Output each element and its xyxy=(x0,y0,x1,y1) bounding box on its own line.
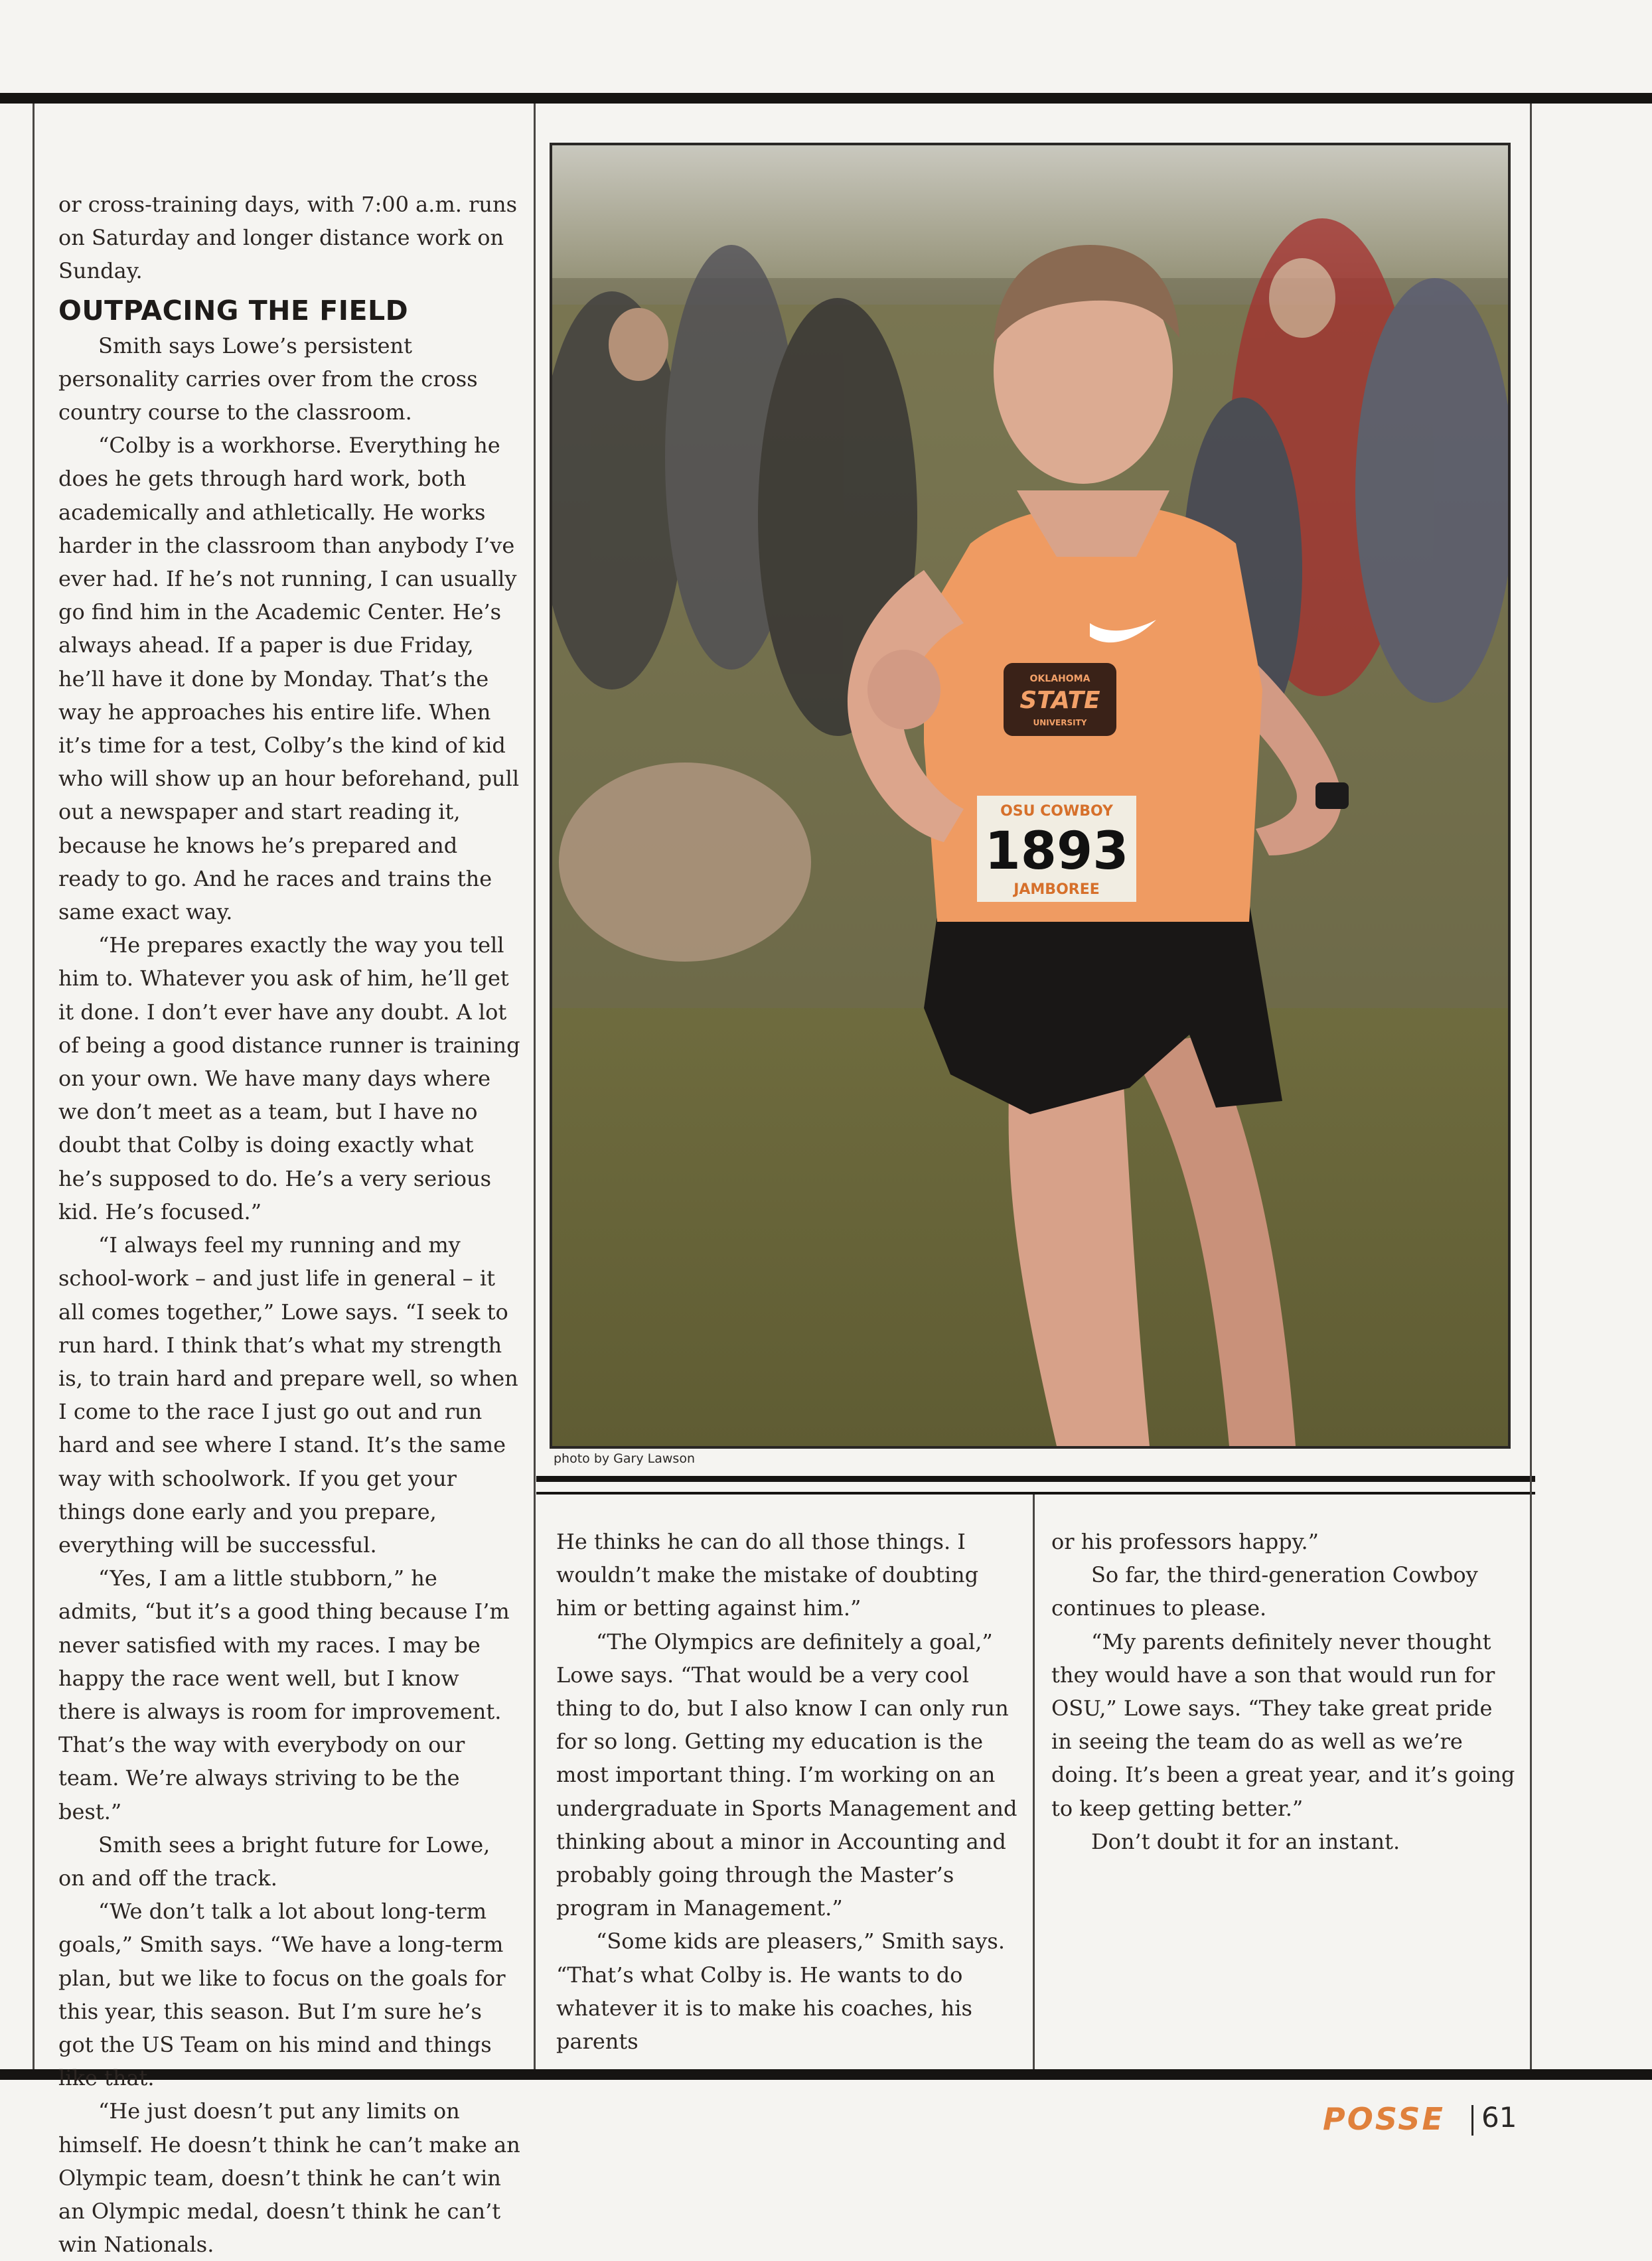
left-column-lead: or cross-training days, with 7:00 a.m. runs on Saturday and longer distance work on Sunday. xyxy=(58,192,518,284)
bib-top-text: OSU COWBOY xyxy=(1000,803,1113,820)
page-number: 61 xyxy=(1481,2101,1517,2134)
runner-photo xyxy=(550,143,1511,1449)
bib-number: 1893 xyxy=(984,822,1129,881)
left-column xyxy=(58,188,523,2261)
watch-icon xyxy=(1315,782,1349,809)
paragraph: “He just doesn’t put any limits on himself. He doesn’t think he can’t make an Olympic team, doesn’t think he can’t win an Olympic medal, doesn’t think he can’t win Nationals. xyxy=(58,2098,520,2258)
logo-main-text: STATE xyxy=(1019,687,1100,714)
logo-bottom-text: UNIVERSITY xyxy=(1033,718,1087,727)
middle-rule-thin xyxy=(536,1492,1535,1495)
middle-rule-thick xyxy=(536,1476,1535,1482)
section-heading: OUTPACING THE FIELD xyxy=(58,294,409,327)
paragraph: “Some kids are pleasers,” Smith says. “That’s what Colby is. He wants to do whatever it is to make his coaches, his parents xyxy=(556,1929,1006,2055)
bib-bottom-text: JAMBOREE xyxy=(1014,881,1100,898)
magazine-logo: POSSE xyxy=(1323,2101,1445,2137)
paragraph: Smith says Lowe’s persistent personality carries over from the cross country course to the classroom. xyxy=(58,332,478,425)
right-column xyxy=(1051,1525,1516,1858)
paragraph: So far, the third-generation Cowboy continues to please. xyxy=(1051,1562,1478,1621)
paragraph: “He prepares exactly the way you tell him to. Whatever you ask of him, he’ll get it done. I don’t ever have any doubt. A lot of being a good distance runner is training on your own. We have many days where we don’t meet as a team, but I have no doubt that Colby is doing exactly what he’s supposed to do. He’s a very serious kid. He’s focused.” xyxy=(58,932,520,1224)
footer-divider xyxy=(1471,2105,1473,2136)
paragraph: “We don’t talk a lot about long-term goals,” Smith says. “We have a long-term plan, but we like to focus on the goals for this year, this season. But I’m sure he’s got the US Team on his mind and things like that. xyxy=(58,1899,506,2091)
paragraph: “I always feel my running and my school-work – and just life in general – it all comes together,” Lowe says. “I seek to run hard. I think that’s what my strength is, to train hard and prepare well, so when I come to the race I just go out and run hard and see where I stand. It’s the same way with schoolwork. If you get your things done early and you prepare, everything will be successful. xyxy=(58,1232,518,1558)
paragraph: “Yes, I am a little stubborn,” he admits, “but it’s a good thing because I’m never satisfied with my races. I may be happy the race went well, but I know there is always is room for improvement. That’s the way with everybody on our team. We’re always striving to be the best.” xyxy=(58,1566,510,1824)
right-column-lead: or his professors happy.” xyxy=(1051,1529,1319,1554)
column-divider xyxy=(534,104,536,2069)
paragraph: “The Olympics are definitely a goal,” Lowe says. “That would be a very cool thing to do, but I also know I can only run for so long. Getting my education is the most important thing. I’m working on an undergraduate in Sports Management and thinking about a minor in Accounting and probably going through the Master’s program in Management.” xyxy=(556,1629,1017,1921)
column-divider xyxy=(33,104,35,2069)
middle-column xyxy=(556,1525,1021,2058)
paragraph: “Colby is a workhorse. Everything he does he gets through hard work, both academically and athletically. He works harder in the classroom than anybody I’ve ever had. If he’s not running, I can usually go find him in the Academic Center. He’s always ahead. If a paper is due Friday, he’ll have it done by Monday. That’s the way he approaches his entire life. When it’s time for a test, Colby’s the kind of kid who will show up an hour beforehand, pull out a newspaper and start reading it, because he knows he’s prepared and ready to go. And he races and trains the same exact way. xyxy=(58,433,520,925)
column-divider xyxy=(1530,104,1532,2069)
race-bib xyxy=(977,796,1136,902)
paragraph: Don’t doubt it for an instant. xyxy=(1091,1828,1400,1854)
middle-column-lead: He thinks he can do all those things. I wouldn’t make the mistake of doubting him or betting against him.” xyxy=(556,1529,979,1621)
paragraph: Smith sees a bright future for Lowe, on and off the track. xyxy=(58,1832,490,1891)
column-divider xyxy=(1033,1495,1035,2069)
osu-logo xyxy=(1004,663,1116,736)
logo-top-text: OKLAHOMA xyxy=(1029,674,1090,684)
paragraph: “My parents definitely never thought they would have a son that would run for OSU,” Lowe says. “They take great pride in seeing the team do as well as we’re doing. It’s been a great year, and it’s going to keep getting better.” xyxy=(1051,1629,1515,1821)
photo-caption: photo by Gary Lawson xyxy=(554,1451,695,1466)
runner-illustration xyxy=(552,145,1508,1446)
top-rule xyxy=(0,93,1652,104)
